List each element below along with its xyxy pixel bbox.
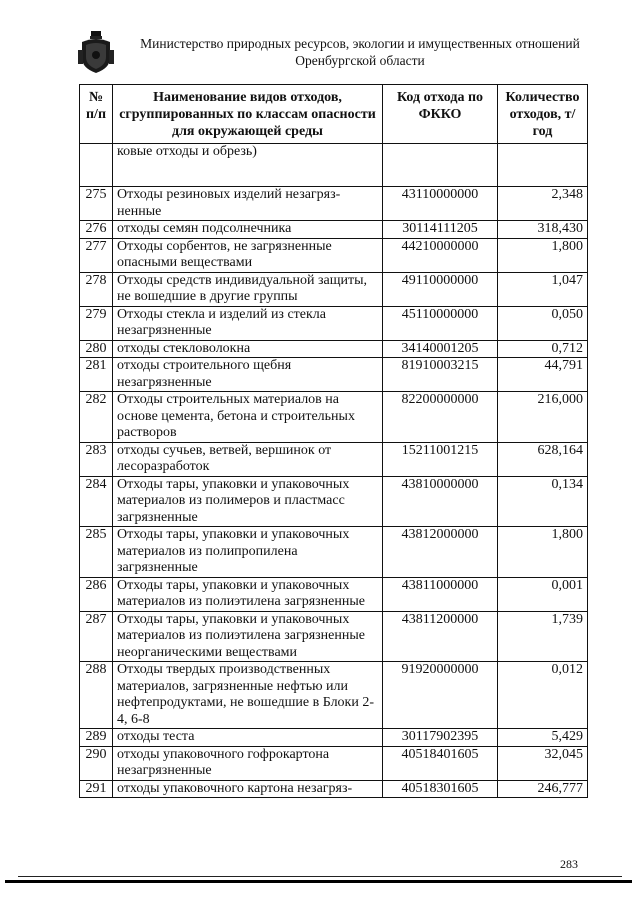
- row-fkko-code: 30114111205: [383, 221, 498, 239]
- row-fkko-code: 91920000000: [383, 662, 498, 729]
- row-quantity: 0,001: [498, 577, 588, 611]
- row-number: 289: [80, 729, 113, 747]
- row-number: 291: [80, 780, 113, 798]
- column-header-name: Наименование видов отходов, сгруппированных по классам опасности для окружающей среды: [113, 85, 383, 144]
- continuation-row: [80, 144, 588, 187]
- table-row: [80, 729, 588, 747]
- table-row: [80, 577, 588, 611]
- row-waste-name: отходы строительного щебня незагрязненные: [113, 358, 383, 392]
- table-row: [80, 358, 588, 392]
- row-waste-name: Отходы твердых производственных материалов, загрязненные нефтью или нефтепродуктами, не вошедшие в Блоки 2-4, 6-8: [113, 662, 383, 729]
- table-row: [80, 780, 588, 798]
- coat-of-arms-icon: [78, 30, 114, 74]
- row-number: 279: [80, 306, 113, 340]
- row-fkko-code: 15211001215: [383, 442, 498, 476]
- row-number: 283: [80, 442, 113, 476]
- row-waste-name: отходы семян подсолнечника: [113, 221, 383, 239]
- column-header-quantity: Количество отходов, т/год: [498, 85, 588, 144]
- table-row: [80, 476, 588, 527]
- row-number: 287: [80, 611, 113, 662]
- row-waste-name: Отходы строительных материалов на основе цемента, бетона и строительных растворов: [113, 392, 383, 443]
- row-number: 282: [80, 392, 113, 443]
- row-quantity: 32,045: [498, 746, 588, 780]
- row-quantity: 0,050: [498, 306, 588, 340]
- row-waste-name: отходы упаковочного гофрокартона незагрязненные: [113, 746, 383, 780]
- waste-table: [79, 84, 588, 798]
- row-waste-name: отходы сучьев, ветвей, вершинок от лесоразработок: [113, 442, 383, 476]
- row-quantity: 1,800: [498, 527, 588, 578]
- table-row: [80, 746, 588, 780]
- row-waste-name: отходы стекловолокна: [113, 340, 383, 358]
- row-fkko-code: 40518401605: [383, 746, 498, 780]
- row-fkko-code: 45110000000: [383, 306, 498, 340]
- row-number: 288: [80, 662, 113, 729]
- row-fkko-code: 43811200000: [383, 611, 498, 662]
- row-waste-name: Отходы стекла и изделий из стекла незагрязненные: [113, 306, 383, 340]
- row-number: 285: [80, 527, 113, 578]
- row-waste-name: Отходы резиновых изделий незагряз-ненные: [113, 187, 383, 221]
- row-fkko-code: 43810000000: [383, 476, 498, 527]
- row-quantity: 1,047: [498, 272, 588, 306]
- row-number: 280: [80, 340, 113, 358]
- row-number: 275: [80, 187, 113, 221]
- column-header-code: Код отхода по ФККО: [383, 85, 498, 144]
- continuation-text: ковые отходы и обрезь): [113, 144, 383, 187]
- row-quantity: 628,164: [498, 442, 588, 476]
- footer-rule: [18, 876, 622, 877]
- row-quantity: 0,134: [498, 476, 588, 527]
- row-quantity: 318,430: [498, 221, 588, 239]
- row-fkko-code: 34140001205: [383, 340, 498, 358]
- row-quantity: 5,429: [498, 729, 588, 747]
- row-number: 286: [80, 577, 113, 611]
- row-waste-name: Отходы тары, упаковки и упаковочных материалов из полиэтилена загрязненные неорганическими веществами: [113, 611, 383, 662]
- row-waste-name: отходы упаковочного картона незагряз-: [113, 780, 383, 798]
- row-quantity: 246,777: [498, 780, 588, 798]
- row-waste-name: Отходы тары, упаковки и упаковочных материалов из полипропилена загрязненные: [113, 527, 383, 578]
- row-fkko-code: 44210000000: [383, 238, 498, 272]
- table-header-row: [80, 85, 588, 144]
- row-waste-name: отходы теста: [113, 729, 383, 747]
- row-quantity: 2,348: [498, 187, 588, 221]
- row-fkko-code: 82200000000: [383, 392, 498, 443]
- ministry-name-line1: Министерство природных ресурсов, экологии и имущественных отношений: [140, 36, 580, 51]
- table-row: [80, 611, 588, 662]
- row-number: 277: [80, 238, 113, 272]
- row-number: 276: [80, 221, 113, 239]
- row-fkko-code: 43812000000: [383, 527, 498, 578]
- row-waste-name: Отходы средств индивидуальной защиты, не вошедшие в другие группы: [113, 272, 383, 306]
- table-row: [80, 662, 588, 729]
- row-quantity: 0,012: [498, 662, 588, 729]
- row-quantity: 1,800: [498, 238, 588, 272]
- table-row: [80, 392, 588, 443]
- row-quantity: 44,791: [498, 358, 588, 392]
- row-quantity: 216,000: [498, 392, 588, 443]
- row-waste-name: Отходы тары, упаковки и упаковочных материалов из полимеров и пластмасс загрязненные: [113, 476, 383, 527]
- row-fkko-code: 43811000000: [383, 577, 498, 611]
- page-number: 283: [560, 857, 578, 871]
- row-fkko-code: 40518301605: [383, 780, 498, 798]
- table-row: [80, 221, 588, 239]
- table-row: [80, 340, 588, 358]
- row-number: 281: [80, 358, 113, 392]
- row-number: 284: [80, 476, 113, 527]
- row-fkko-code: 43110000000: [383, 187, 498, 221]
- row-fkko-code: 30117902395: [383, 729, 498, 747]
- table-row: [80, 238, 588, 272]
- table-row: [80, 187, 588, 221]
- row-quantity: 0,712: [498, 340, 588, 358]
- table-row: [80, 306, 588, 340]
- row-waste-name: Отходы тары, упаковки и упаковочных материалов из полиэтилена загрязненные: [113, 577, 383, 611]
- table-row: [80, 272, 588, 306]
- column-header-number: № п/п: [80, 85, 113, 144]
- row-fkko-code: 49110000000: [383, 272, 498, 306]
- footer-rule-thick: [5, 880, 632, 883]
- row-waste-name: Отходы сорбентов, не загрязненные опасными веществами: [113, 238, 383, 272]
- row-number: 278: [80, 272, 113, 306]
- row-fkko-code: 81910003215: [383, 358, 498, 392]
- ministry-name-line2: Оренбургской области: [295, 53, 425, 68]
- row-quantity: 1,739: [498, 611, 588, 662]
- row-number: 290: [80, 746, 113, 780]
- table-row: [80, 527, 588, 578]
- table-row: [80, 442, 588, 476]
